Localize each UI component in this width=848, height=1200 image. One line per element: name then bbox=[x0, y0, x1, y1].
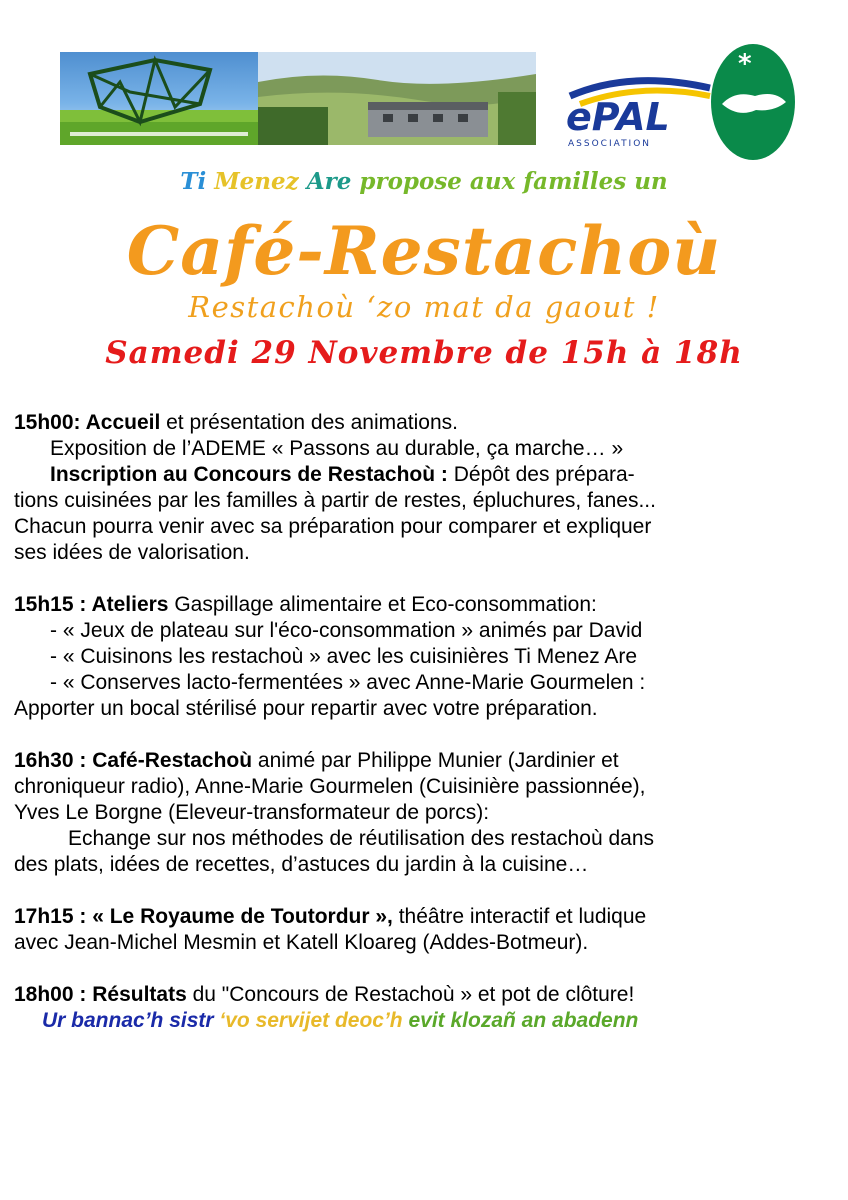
intro-word-are: Are bbox=[306, 168, 352, 195]
time-1500: 15h00: bbox=[14, 411, 86, 434]
page-title: Café-Restachoù bbox=[126, 212, 722, 290]
list-item: - « Conserves lacto-fermentées » avec Anne-Marie Gourmelen : bbox=[50, 671, 646, 694]
svg-text:ASSOCIATION: ASSOCIATION bbox=[568, 139, 652, 149]
time-1800: 18h00 : bbox=[14, 983, 93, 1006]
program bbox=[14, 410, 844, 1034]
event-date: Samedi 29 Novembre de 15h à 18h bbox=[105, 335, 743, 371]
slogan: Restachoù ‘zo mat da gaout ! bbox=[188, 290, 660, 324]
program-section-resultats: 18h00 : Résultats du "Concours de Restachoù » et pot de clôture! bbox=[14, 983, 635, 1006]
section-head: « Le Royaume de Toutordur », bbox=[92, 905, 393, 928]
intro-line bbox=[0, 168, 848, 195]
section-head: Café-Restachoù bbox=[92, 749, 253, 772]
list-item: - « Jeux de plateau sur l'éco-consommation » animés par David bbox=[50, 619, 643, 642]
program-section-cafe: 16h30 : Café-Restachoù animé par Philippe Munier (Jardinier et chroniqueur radio), Anne-Marie Gourmelen (Cuisinière passionnée), Yves Le Borgne (Eleveur-transformateur de porcs): Echange sur nos méthodes de réutilisation des restachoù dans des plats, idées de recettes, d’astuces du jardin à la cuisine… bbox=[14, 749, 655, 876]
intro-word-menez: Menez bbox=[214, 168, 299, 195]
program-section-theatre: 17h15 : « Le Royaume de Toutordur », théâtre interactif et ludique avec Jean-Michel Mesmin et Katell Kloareg (Addes-Botmeur). bbox=[14, 905, 647, 954]
section-head: Accueil bbox=[85, 411, 161, 434]
time-1715: 17h15 : bbox=[14, 905, 93, 928]
section-head: Résultats bbox=[92, 983, 187, 1006]
list-item: - « Cuisinons les restachoù » avec les cuisinières Ti Menez Are bbox=[50, 645, 638, 668]
svg-text:ePAL: ePAL bbox=[566, 95, 670, 139]
section-head: Ateliers bbox=[91, 593, 169, 616]
program-section-accueil: 15h00: Accueil et présentation des animations. Exposition de l’ADEME « Passons au durable, ça marche… » Inscription au Concours de Restachoù : Dépôt des prépara- tions cuisinées par les familles à partir de restes, épluchures, fanes... Chacun pourra venir avec sa préparation pour comparer et expliquer ses idées de valorisation. bbox=[14, 411, 656, 564]
closing-line: Ur bannac’h sistr ‘vo servijet deoc’h evit klozañ an abadenn bbox=[42, 1009, 639, 1032]
time-1630: 16h30 : bbox=[14, 749, 93, 772]
epal-logo bbox=[560, 40, 810, 160]
landscape-photo bbox=[258, 52, 536, 145]
ti-menez-are-logo bbox=[60, 52, 258, 145]
intro-word-ti: Ti bbox=[180, 168, 207, 195]
svg-text:*: * bbox=[738, 49, 752, 79]
program-section-ateliers: 15h15 : Ateliers Gaspillage alimentaire et Eco-consommation: - « Jeux de plateau sur l'éco-consommation » animés par David - « Cuisinons les restachoù » avec les cuisinières Ti Menez Are - « Conserves lacto-fermentées » avec Anne-Marie Gourmelen : Apporter un bocal stérilisé pour repartir avec votre préparation. bbox=[14, 592, 844, 722]
intro-rest: propose aux familles un bbox=[359, 168, 668, 195]
time-1515: 15h15 : bbox=[14, 593, 92, 616]
